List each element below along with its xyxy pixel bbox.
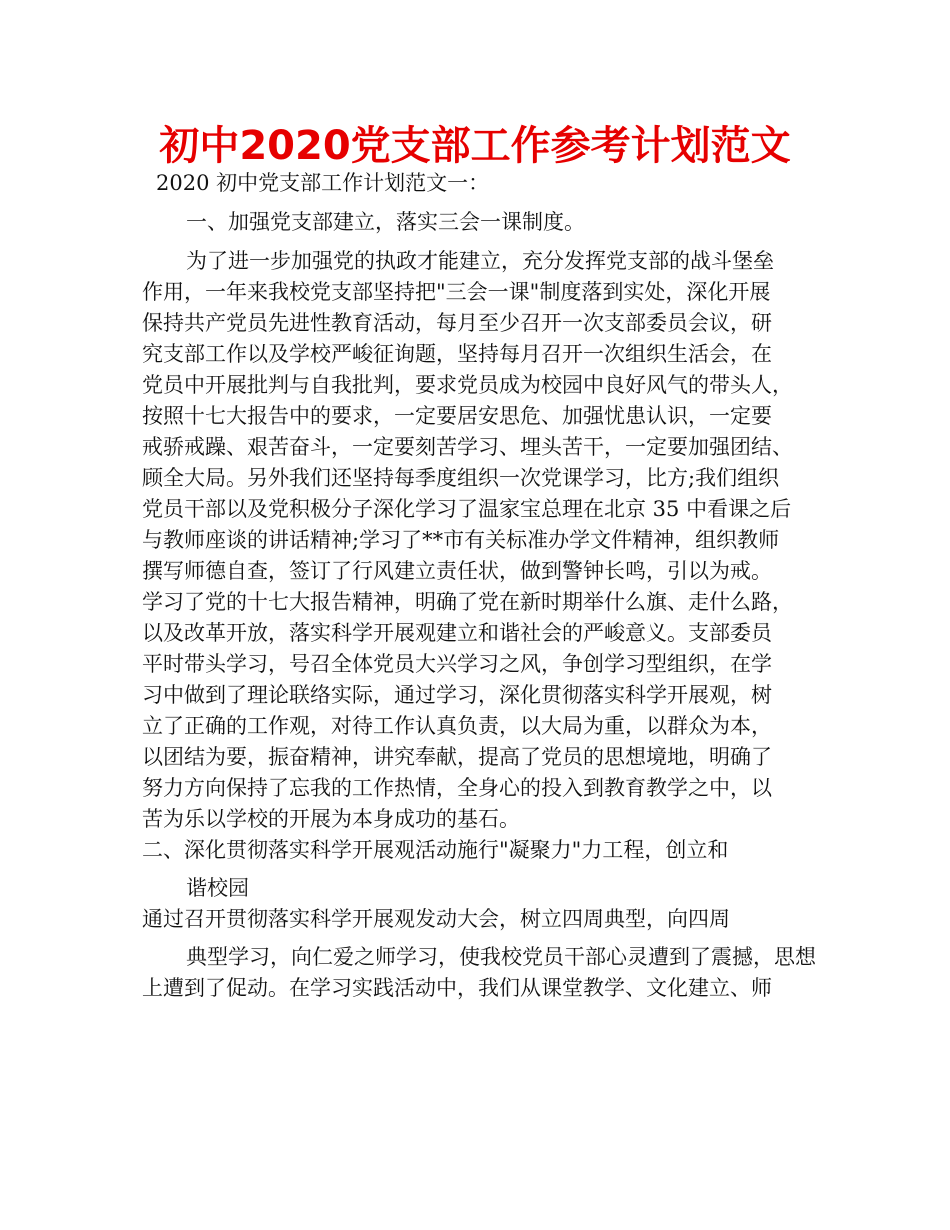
text-line: 为了进一步加强党的执政才能建立，充分发挥党支部的战斗堡垒: [186, 249, 774, 273]
text-line: 究支部工作以及学校严峻征询题，坚持每月召开一次组织生活会，在: [142, 342, 772, 366]
text-line: 典型学习，向仁爱之师学习，使我校党员干部心灵遭到了震撼，思想: [186, 945, 816, 969]
text-line: 努力方向保持了忘我的工作热情，全身心的投入到教育教学之中，以: [142, 776, 772, 800]
text-line: 按照十七大报告中的要求，一定要居安思危、加强忧患认识，一定要: [142, 404, 772, 428]
text-line: 立了正确的工作观，对待工作认真负责，以大局为重，以群众为本，: [142, 714, 772, 738]
text-line: 以团结为要，振奋精神，讲究奉献，提高了党员的思想境地，明确了: [142, 745, 772, 769]
text-line: 戒骄戒躁、艰苦奋斗，一定要刻苦学习、埋头苦干，一定要加强团结、: [142, 435, 793, 459]
text-line: [142, 1004, 812, 1035]
text-line: [142, 1035, 812, 1066]
text-line: 顾全大局。另外我们还坚持每季度组织一次党课学习，比方;我们组织: [142, 466, 780, 490]
text-line: 通过召开贯彻落实科学开展观发动大会，树立四周典型，向四周: [142, 907, 730, 931]
text-line: 上遭到了促动。在学习实践活动中，我们从课堂教学、文化建立、师: [142, 976, 772, 1000]
text-line: 习中做到了理论联络实际，通过学习，深化贯彻落实科学开展观，树: [142, 683, 772, 707]
text-line: 以及改革开放，落实科学开展观建立和谐社会的严峻意义。支部委员: [142, 621, 772, 645]
text-line: 学习了党的十七大报告精神，明确了党在新时期举什么旗、走什么路，: [142, 590, 793, 614]
text-line: 苦为乐以学校的开展为本身成功的基石。: [142, 807, 520, 831]
text-line: 作用，一年来我校党支部坚持把"三会一课"制度落到实处，深化开展: [142, 280, 771, 304]
text-line: 二、深化贯彻落实科学开展观活动施行"凝聚力"力工程，创立和: [142, 838, 729, 862]
text-line: 谐校园: [186, 876, 249, 900]
text-line: 平时带头学习，号召全体党员大兴学习之风，争创学习型组织，在学: [142, 652, 772, 676]
text-line: 撰写师德自查，签订了行风建立责任状，做到警钟长鸣，引以为戒。: [142, 559, 772, 583]
text-line: 与教师座谈的讲话精神;学习了**市有关标准办学文件精神，组织教师: [142, 528, 780, 552]
text-line: 保持共产党员先进性教育活动，每月至少召开一次支部委员会议，研: [142, 311, 772, 335]
text-line: 党员干部以及党积极分子深化学习了温家宝总理在北京 35 中看课之后: [142, 497, 792, 521]
document-body: [142, 168, 816, 1066]
text-line: 党员中开展批判与自我批判，要求党员成为校园中良好风气的带头人，: [142, 373, 793, 397]
text-line: 2020 初中党支部工作计划范文一：: [156, 171, 490, 195]
text-line: 一、加强党支部建立，落实三会一课制度。: [186, 210, 585, 234]
document-title: 初中2020党支部工作参考计划范文: [159, 123, 791, 169]
